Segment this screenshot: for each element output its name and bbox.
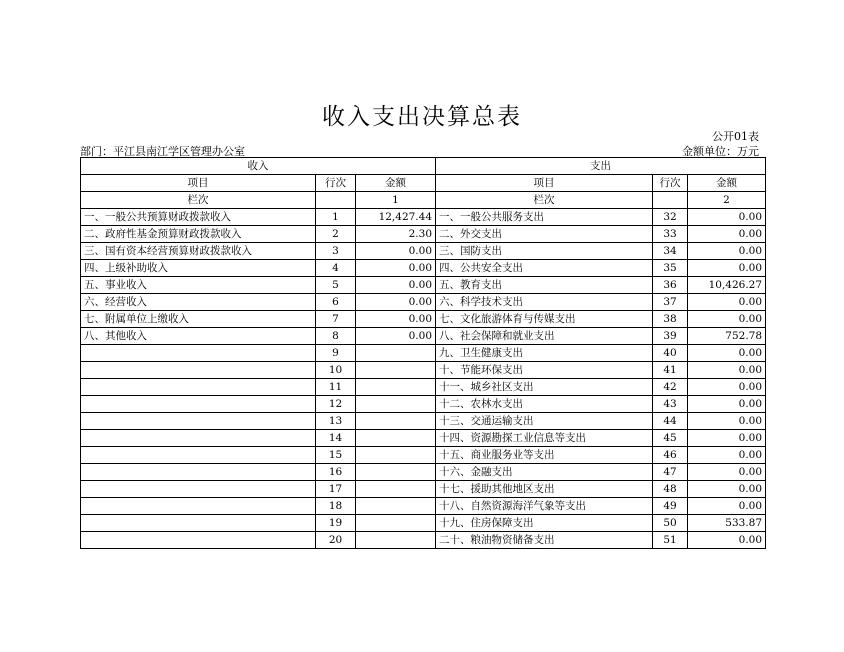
- expense-row-no-cell: 36: [653, 277, 688, 294]
- expense-item-cell: 二、外交支出: [436, 226, 653, 243]
- department-label: 部门：平江县南江学区管理办公室: [80, 145, 245, 158]
- expense-row-no-cell: 43: [653, 396, 688, 413]
- expense-row-no-cell: 33: [653, 226, 688, 243]
- income-item-header: 项目: [81, 175, 316, 192]
- income-row-no-cell: 2: [316, 226, 356, 243]
- income-column-no-blank: [316, 192, 356, 209]
- expense-amount-cell: 0.00: [688, 362, 766, 379]
- expense-row-no-cell: 45: [653, 430, 688, 447]
- income-item-cell: 八、其他收入: [81, 328, 316, 345]
- income-row-no-cell: 5: [316, 277, 356, 294]
- income-amount-cell: [356, 345, 436, 362]
- income-column-no-value: 1: [356, 192, 436, 209]
- table-row: [81, 277, 766, 294]
- expense-amount-cell: 0.00: [688, 464, 766, 481]
- table-row: [81, 260, 766, 277]
- expense-item-cell: 七、文化旅游体育与传媒支出: [436, 311, 653, 328]
- expense-amount-cell: 752.78: [688, 328, 766, 345]
- expense-amount-cell: 0.00: [688, 532, 766, 549]
- table-row: [81, 413, 766, 430]
- table-row: [81, 379, 766, 396]
- expense-column-no-blank: [653, 192, 688, 209]
- income-row-no-cell: 11: [316, 379, 356, 396]
- expense-row-no-cell: 41: [653, 362, 688, 379]
- income-item-cell: [81, 532, 316, 549]
- income-row-no-cell: 1: [316, 209, 356, 226]
- table-row: [81, 396, 766, 413]
- expense-row-no-cell: 32: [653, 209, 688, 226]
- expense-amount-cell: 0.00: [688, 396, 766, 413]
- expense-amount-cell: 0.00: [688, 481, 766, 498]
- income-item-cell: 二、政府性基金预算财政拨款收入: [81, 226, 316, 243]
- table-row: [81, 515, 766, 532]
- income-item-cell: 一、一般公共预算财政拨款收入: [81, 209, 316, 226]
- income-row-no-cell: 8: [316, 328, 356, 345]
- income-amount-cell: 0.00: [356, 260, 436, 277]
- expense-column-no-label: 栏次: [436, 192, 653, 209]
- expense-section-header: 支出: [436, 158, 766, 175]
- expense-amount-cell: 0.00: [688, 498, 766, 515]
- income-row-no-cell: 15: [316, 447, 356, 464]
- expense-row-no-cell: 42: [653, 379, 688, 396]
- income-column-no-label: 栏次: [81, 192, 316, 209]
- report-title: 收入支出决算总表: [322, 104, 522, 130]
- income-row-no-cell: 7: [316, 311, 356, 328]
- income-amount-cell: [356, 413, 436, 430]
- income-item-cell: [81, 396, 316, 413]
- income-row-no-cell: 17: [316, 481, 356, 498]
- income-row-no-header: 行次: [316, 175, 356, 192]
- income-row-no-cell: 6: [316, 294, 356, 311]
- column-number-row: [81, 192, 766, 209]
- expense-amount-cell: 10,426.27: [688, 277, 766, 294]
- income-expense-table: [80, 157, 766, 549]
- expense-row-no-cell: 44: [653, 413, 688, 430]
- expense-amount-cell: 0.00: [688, 447, 766, 464]
- expense-row-no-cell: 37: [653, 294, 688, 311]
- expense-item-cell: 十七、援助其他地区支出: [436, 481, 653, 498]
- income-item-cell: 三、国有资本经营预算财政拨款收入: [81, 243, 316, 260]
- income-item-cell: 五、事业收入: [81, 277, 316, 294]
- table-row: [81, 226, 766, 243]
- expense-item-cell: 三、国防支出: [436, 243, 653, 260]
- form-number: 公开01表: [712, 130, 759, 143]
- expense-item-cell: 十、节能环保支出: [436, 362, 653, 379]
- expense-row-no-cell: 39: [653, 328, 688, 345]
- expense-row-no-cell: 40: [653, 345, 688, 362]
- expense-row-no-cell: 48: [653, 481, 688, 498]
- income-row-no-cell: 9: [316, 345, 356, 362]
- income-amount-cell: 0.00: [356, 243, 436, 260]
- expense-amount-cell: 0.00: [688, 430, 766, 447]
- income-amount-cell: [356, 481, 436, 498]
- income-row-no-cell: 18: [316, 498, 356, 515]
- income-item-cell: [81, 345, 316, 362]
- section-header-row: [81, 158, 766, 175]
- income-amount-cell: [356, 532, 436, 549]
- expense-item-cell: 十六、金融支出: [436, 464, 653, 481]
- income-amount-cell: [356, 362, 436, 379]
- expense-item-cell: 四、公共安全支出: [436, 260, 653, 277]
- income-amount-cell: 0.00: [356, 328, 436, 345]
- expense-column-no-value: 2: [688, 192, 766, 209]
- income-item-cell: 四、上级补助收入: [81, 260, 316, 277]
- expense-item-cell: 十三、交通运输支出: [436, 413, 653, 430]
- income-amount-cell: [356, 430, 436, 447]
- income-item-cell: [81, 464, 316, 481]
- expense-row-no-cell: 49: [653, 498, 688, 515]
- expense-amount-cell: 0.00: [688, 379, 766, 396]
- expense-amount-cell: 0.00: [688, 294, 766, 311]
- income-row-no-cell: 13: [316, 413, 356, 430]
- expense-amount-cell: 0.00: [688, 345, 766, 362]
- income-item-cell: [81, 515, 316, 532]
- expense-amount-cell: 0.00: [688, 413, 766, 430]
- table-row: [81, 481, 766, 498]
- expense-row-no-cell: 46: [653, 447, 688, 464]
- income-row-no-cell: 4: [316, 260, 356, 277]
- expense-item-cell: 二十、粮油物资储备支出: [436, 532, 653, 549]
- expense-item-cell: 六、科学技术支出: [436, 294, 653, 311]
- income-amount-cell: [356, 498, 436, 515]
- expense-row-no-header: 行次: [653, 175, 688, 192]
- income-item-cell: [81, 379, 316, 396]
- income-row-no-cell: 12: [316, 396, 356, 413]
- table-row: [81, 345, 766, 362]
- table-row: [81, 209, 766, 226]
- expense-item-cell: 十四、资源勘探工业信息等支出: [436, 430, 653, 447]
- expense-row-no-cell: 35: [653, 260, 688, 277]
- income-amount-cell: [356, 396, 436, 413]
- income-row-no-cell: 20: [316, 532, 356, 549]
- table-row: [81, 243, 766, 260]
- expense-amount-cell: 0.00: [688, 226, 766, 243]
- income-amount-cell: 2.30: [356, 226, 436, 243]
- expense-row-no-cell: 50: [653, 515, 688, 532]
- expense-item-cell: 十二、农林水支出: [436, 396, 653, 413]
- income-row-no-cell: 10: [316, 362, 356, 379]
- expense-amount-cell: 0.00: [688, 243, 766, 260]
- expense-item-cell: 五、教育支出: [436, 277, 653, 294]
- income-item-cell: [81, 481, 316, 498]
- expense-item-cell: 十五、商业服务业等支出: [436, 447, 653, 464]
- expense-amount-cell: 0.00: [688, 260, 766, 277]
- table-row: [81, 294, 766, 311]
- table-row: [81, 498, 766, 515]
- expense-item-cell: 九、卫生健康支出: [436, 345, 653, 362]
- income-row-no-cell: 19: [316, 515, 356, 532]
- income-item-cell: [81, 413, 316, 430]
- expense-item-cell: 一、一般公共服务支出: [436, 209, 653, 226]
- income-amount-cell: 0.00: [356, 277, 436, 294]
- table-body: [81, 209, 766, 549]
- expense-row-no-cell: 38: [653, 311, 688, 328]
- income-amount-cell: 0.00: [356, 311, 436, 328]
- expense-amount-cell: 533.87: [688, 515, 766, 532]
- expense-item-cell: 十八、自然资源海洋气象等支出: [436, 498, 653, 515]
- income-row-no-cell: 3: [316, 243, 356, 260]
- expense-item-header: 项目: [436, 175, 653, 192]
- expense-amount-header: 金额: [688, 175, 766, 192]
- income-item-cell: 七、附属单位上缴收入: [81, 311, 316, 328]
- income-amount-cell: [356, 379, 436, 396]
- income-item-cell: [81, 447, 316, 464]
- table-row: [81, 362, 766, 379]
- expense-amount-cell: 0.00: [688, 311, 766, 328]
- table-row: [81, 532, 766, 549]
- expense-item-cell: 十一、城乡社区支出: [436, 379, 653, 396]
- table-row: [81, 464, 766, 481]
- income-amount-cell: [356, 447, 436, 464]
- expense-row-no-cell: 51: [653, 532, 688, 549]
- income-row-no-cell: 14: [316, 430, 356, 447]
- income-amount-header: 金额: [356, 175, 436, 192]
- income-amount-cell: 0.00: [356, 294, 436, 311]
- column-header-row: [81, 175, 766, 192]
- table-row: [81, 447, 766, 464]
- table-row: [81, 311, 766, 328]
- income-row-no-cell: 16: [316, 464, 356, 481]
- income-item-cell: 六、经营收入: [81, 294, 316, 311]
- expense-item-cell: 十九、住房保障支出: [436, 515, 653, 532]
- income-section-header: 收入: [81, 158, 436, 175]
- expense-amount-cell: 0.00: [688, 209, 766, 226]
- table-row: [81, 430, 766, 447]
- income-amount-cell: [356, 464, 436, 481]
- expense-item-cell: 八、社会保障和就业支出: [436, 328, 653, 345]
- amount-unit-label: 金额单位：万元: [682, 145, 759, 158]
- income-amount-cell: 12,427.44: [356, 209, 436, 226]
- income-item-cell: [81, 430, 316, 447]
- income-amount-cell: [356, 515, 436, 532]
- table-row: [81, 328, 766, 345]
- income-item-cell: [81, 362, 316, 379]
- expense-row-no-cell: 47: [653, 464, 688, 481]
- expense-row-no-cell: 34: [653, 243, 688, 260]
- income-item-cell: [81, 498, 316, 515]
